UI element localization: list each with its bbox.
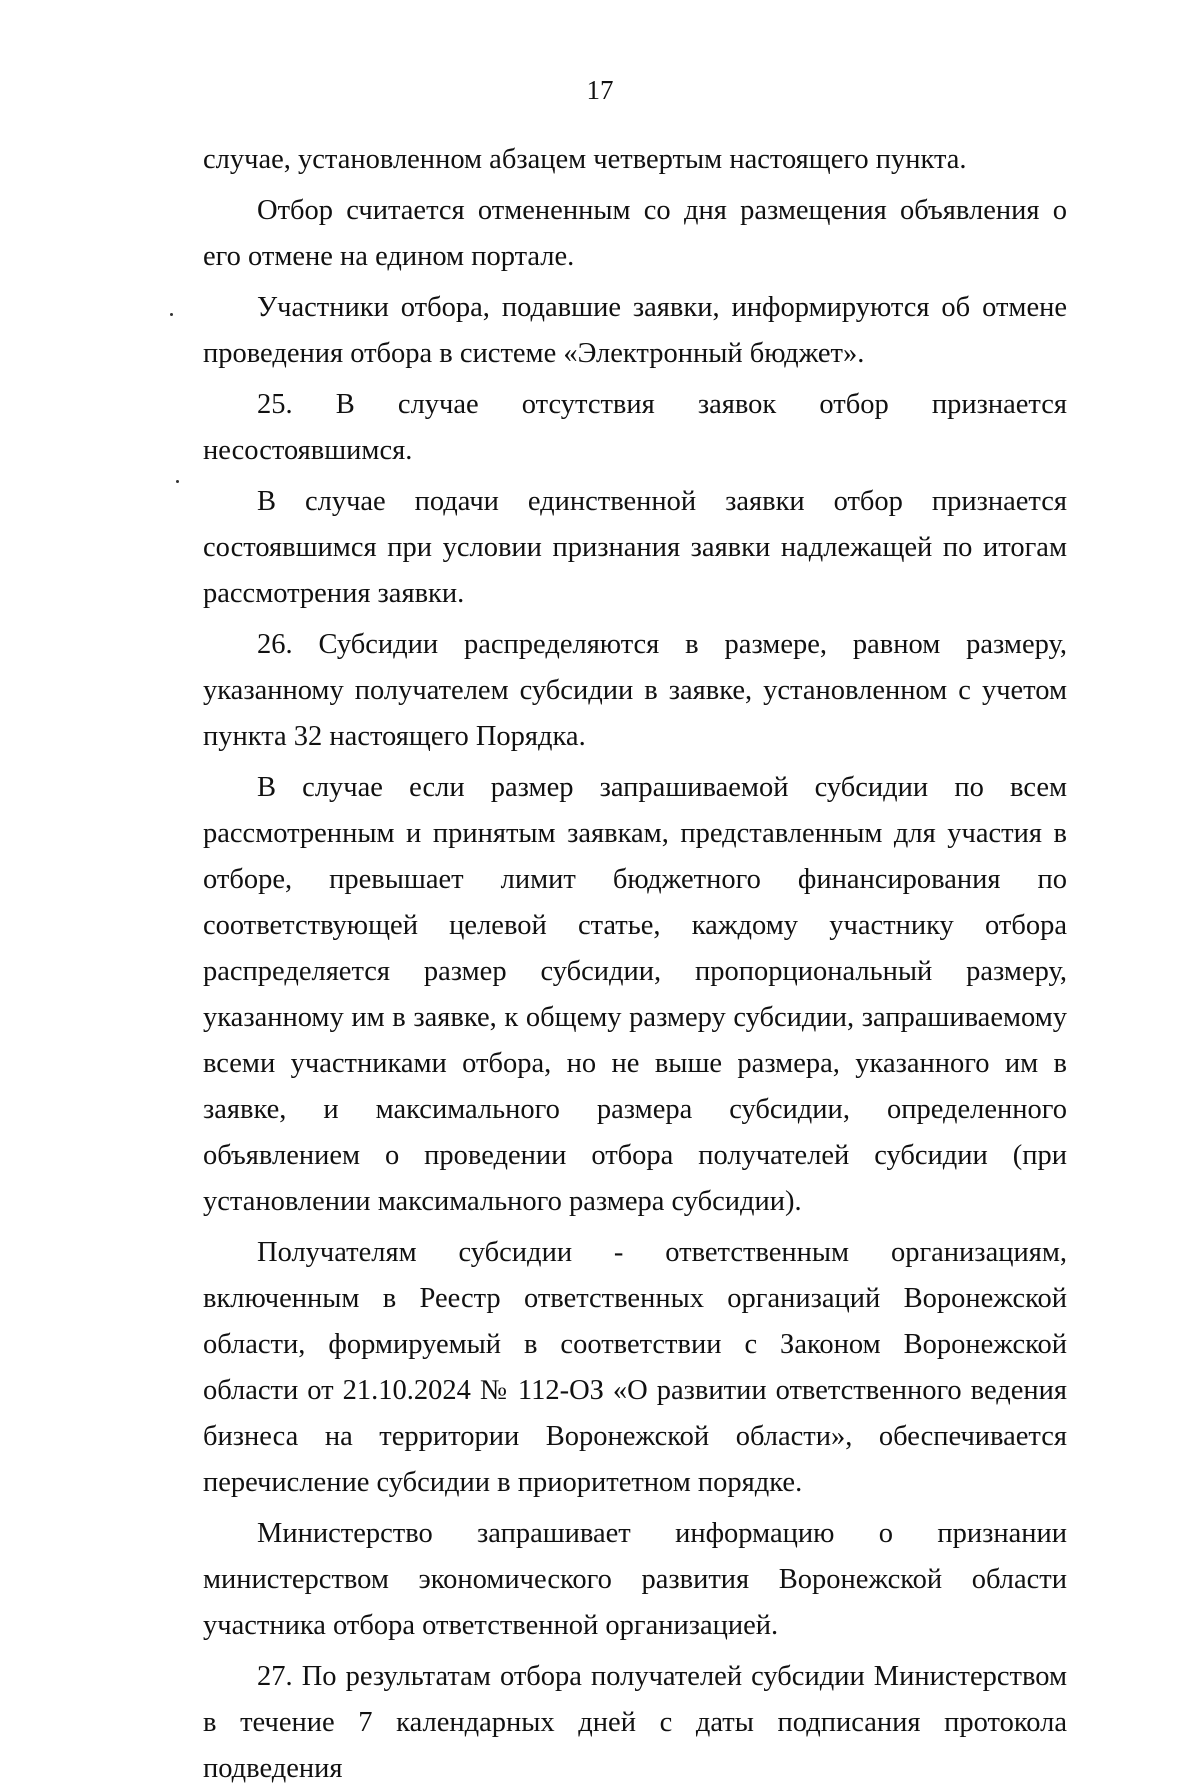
paragraph: Отбор считается отмененным со дня размещения объявления о его отмене на едином портале. <box>203 195 1067 272</box>
paragraph: Получателям субсидии - ответственным организациям, включенным в Реестр ответственных организаций Воронежской области, формируемый в соответствии с Законом Воронежской области от 21.10.2024 № 112-ОЗ «О развитии ответственного ведения бизнеса на территории Воронежской области», обеспечивается перечисление субсидии в приоритетном порядке. <box>203 1237 1067 1498</box>
paragraph: 25. В случае отсутствия заявок отбор признается несостоявшимся. <box>203 389 1067 466</box>
document-body <box>203 137 1067 1792</box>
page-number: 17 <box>586 75 614 105</box>
paragraph: случае, установленном абзацем четвертым настоящего пункта. <box>203 144 967 175</box>
paragraph: Участники отбора, подавшие заявки, информируются об отмене проведения отбора в системе «Электронный бюджет». <box>203 292 1067 369</box>
paragraph: Министерство запрашивает информацию о признании министерством экономического развития Воронежской области участника отбора ответственной организацией. <box>203 1518 1067 1641</box>
paragraph: В случае подачи единственной заявки отбор признается состоявшимся при условии признания заявки надлежащей по итогам рассмотрения заявки. <box>203 486 1067 609</box>
paragraph: 26. Субсидии распределяются в размере, равном размеру, указанному получателем субсидии в заявке, установленном с учетом пункта 32 настоящего Порядка. <box>203 629 1067 752</box>
paragraph: В случае если размер запрашиваемой субсидии по всем рассмотренным и принятым заявкам, представленным для участия в отборе, превышает лимит бюджетного финансирования по соответствующей целевой статье, каждому участнику отбора распределяется размер субсидии, пропорциональный размеру, указанному им в заявке, к общему размеру субсидии, запрашиваемому всеми участниками отбора, но не выше размера, указанного им в заявке, и максимального размера субсидии, определенного объявлением о проведении отбора получателей субсидии (при установлении максимального размера субсидии). <box>203 772 1067 1217</box>
scan-speck <box>170 313 173 316</box>
scan-speck <box>176 480 179 483</box>
paragraph: 27. По результатам отбора получателей субсидии Министерством в течение 7 календарных дней с даты подписания протокола подведения <box>203 1661 1067 1784</box>
